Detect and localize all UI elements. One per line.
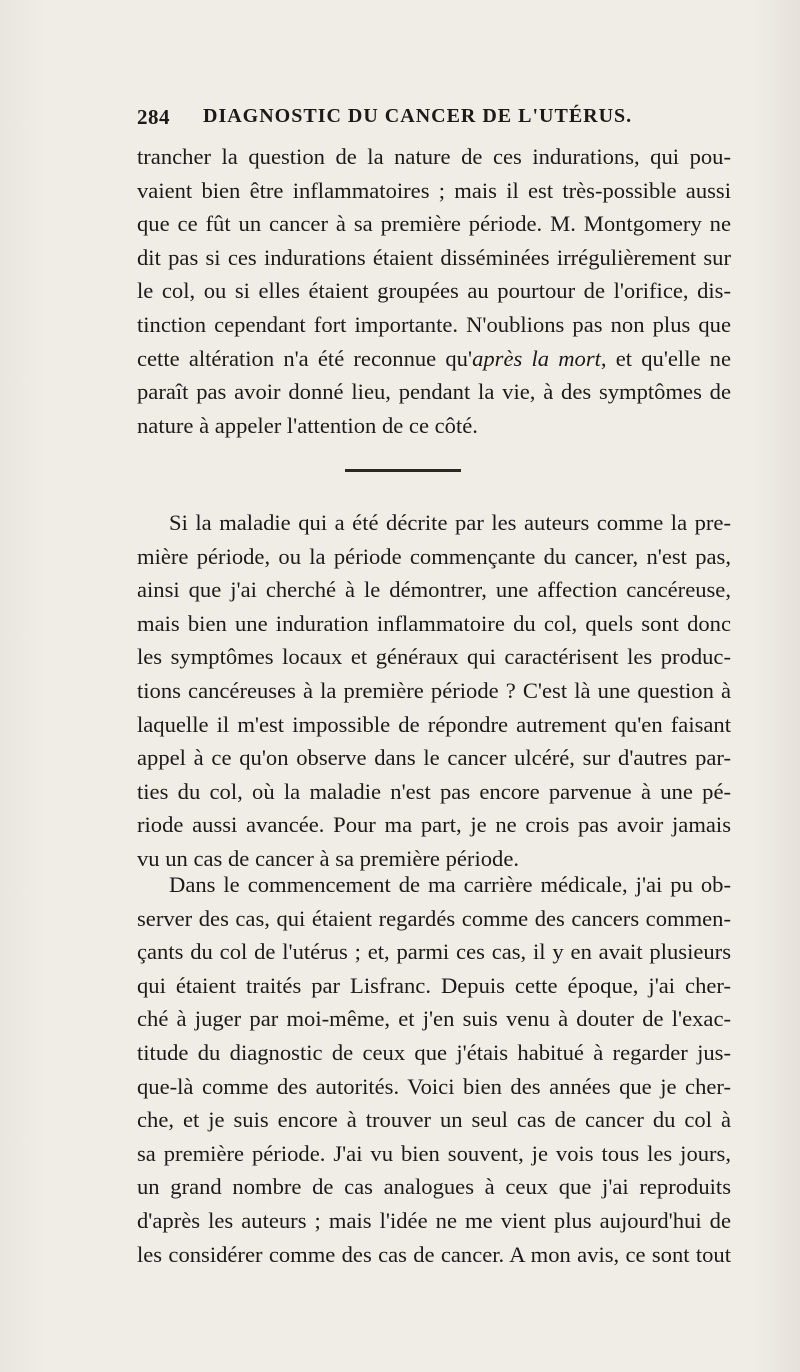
text-line: mière période, ou la période commençante du cancer, n'est pas, xyxy=(137,543,731,569)
text-line: tinction cependant fort importante. N'oublions pas non plus que xyxy=(137,311,731,337)
text-line: Si la maladie qui a été décrite par les auteurs comme la pre- xyxy=(169,510,731,535)
text-line: ché à juger par moi-même, et j'en suis venu à douter de l'exac- xyxy=(137,1006,731,1032)
text-line: che, et je suis encore à trouver un seul cas de cancer du col à xyxy=(137,1107,731,1133)
text-line: d'après les auteurs ; mais l'idée ne me vient plus aujourd'hui de xyxy=(137,1207,731,1233)
text-line: les considérer comme des cas de cancer. A mon avis, ce sont tout xyxy=(137,1241,731,1267)
text-line: ainsi que j'ai cherché à le démontrer, une affection cancéreuse, xyxy=(137,577,731,603)
page-header xyxy=(137,105,737,135)
section-divider xyxy=(345,469,461,472)
page-number: 284 xyxy=(137,105,170,129)
text-line: trancher la question de la nature de ces indurations, qui pou- xyxy=(137,144,731,169)
text-line: titude du diagnostic de ceux que j'étais habitué à regarder jus- xyxy=(137,1039,731,1065)
text-line: le col, ou si elles étaient groupées au pourtour de l'orifice, dis- xyxy=(137,278,731,304)
text-line: qui étaient traités par Lisfranc. Depuis cette époque, j'ai cher- xyxy=(137,972,731,998)
text-line: vaient bien être inflammatoires ; mais il est très-possible aussi xyxy=(137,177,731,203)
paragraph-2 xyxy=(137,506,731,876)
paragraph-1 xyxy=(137,140,731,442)
text-line: laquelle il m'est impossible de répondre autrement qu'en faisant xyxy=(137,711,731,737)
text-line: ties du col, où la maladie n'est pas encore parvenue à une pé- xyxy=(137,778,731,804)
text-line: tions cancéreuses à la première période ? C'est là une question à xyxy=(137,677,731,703)
text-line: mais bien une induration inflammatoire du col, quels sont donc xyxy=(137,610,731,636)
text-line: Dans le commencement de ma carrière médicale, j'ai pu ob- xyxy=(169,872,731,897)
running-head: DIAGNOSTIC DU CANCER DE L'UTÉRUS. xyxy=(203,105,633,127)
text-line: que ce fût un cancer à sa première période. M. Montgomery ne xyxy=(137,211,731,237)
text-line: vu un cas de cancer à sa première période. xyxy=(137,845,520,871)
text-line: paraît pas avoir donné lieu, pendant la vie, à des symptômes de xyxy=(137,379,731,405)
text-line: riode aussi avancée. Pour ma part, je ne crois pas avoir jamais xyxy=(137,812,731,838)
text-line: çants du col de l'utérus ; et, parmi ces cas, il y en avait plusieurs xyxy=(137,939,731,965)
text-line: server des cas, qui étaient regardés comme des cancers commen- xyxy=(137,905,731,931)
italic-phrase: après la mort xyxy=(472,345,601,371)
paragraph-3 xyxy=(137,868,731,1271)
text-line: sa première période. J'ai vu bien souvent, je vois tous les jours, xyxy=(137,1140,731,1166)
text-line: dit pas si ces indurations étaient disséminées irrégulièrement sur xyxy=(137,244,731,270)
text-line: nature à appeler l'attention de ce côté. xyxy=(137,412,478,438)
text-line: un grand nombre de cas analogues à ceux que j'ai reproduits xyxy=(137,1174,731,1200)
text-line: que-là comme des autorités. Voici bien des années que je cher- xyxy=(137,1073,731,1099)
text-line: appel à ce qu'on observe dans le cancer ulcéré, sur d'autres par- xyxy=(137,745,731,771)
text-line-italic-phrase: cette altération n'a été reconnue qu'après la mort, et qu'elle ne xyxy=(137,345,732,371)
text-line: les symptômes locaux et généraux qui caractérisent les produc- xyxy=(137,644,731,670)
